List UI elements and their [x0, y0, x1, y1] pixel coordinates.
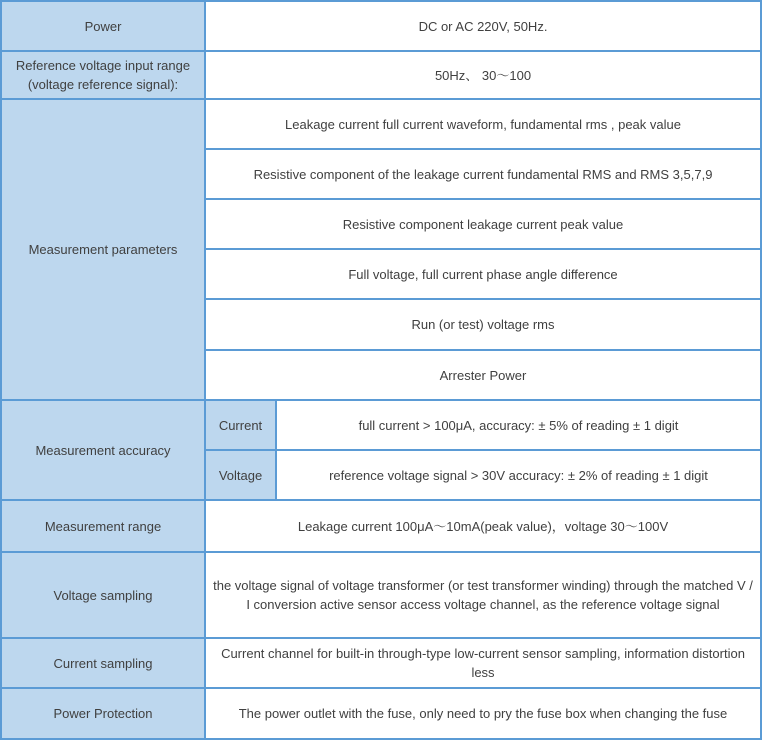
power-protection-value: The power outlet with the fuse, only need to pry the fuse box when changing the fuse [205, 688, 761, 739]
voltage-sampling-label: Voltage sampling [1, 552, 205, 638]
parameter-value-4: Full voltage, full current phase angle difference [205, 249, 761, 299]
power-protection-label: Power Protection [1, 688, 205, 739]
row-accuracy-current [1, 400, 761, 450]
parameter-value-3: Resistive component leakage current peak value [205, 199, 761, 249]
power-value: DC or AC 220V, 50Hz. [205, 1, 761, 51]
voltage-sampling-value: the voltage signal of voltage transformer (or test transformer winding) through the matched V / I conversion active sensor access voltage channel, as the reference voltage signal [205, 552, 761, 638]
row-voltage-sampling [1, 552, 761, 638]
row-current-sampling [1, 638, 761, 688]
parameter-value-5: Run (or test) voltage rms [205, 299, 761, 350]
reference-voltage-label: Reference voltage input range (voltage reference signal): [1, 51, 205, 99]
measurement-range-value: Leakage current 100μA～10mA(peak value)，voltage 30～100V [205, 500, 761, 552]
reference-voltage-value: 50Hz、 30～100 [205, 51, 761, 99]
row-power [1, 1, 761, 51]
row-power-protection [1, 688, 761, 739]
current-sampling-value: Current channel for built-in through-type low-current sensor sampling, information distortion less [205, 638, 761, 688]
measurement-range-label: Measurement range [1, 500, 205, 552]
accuracy-current-value: full current > 100μA, accuracy: ± 5% of reading ± 1 digit [276, 400, 761, 450]
parameter-value-6: Arrester Power [205, 350, 761, 400]
current-sampling-label: Current sampling [1, 638, 205, 688]
power-label: Power [1, 1, 205, 51]
accuracy-voltage-value: reference voltage signal > 30V accuracy: ± 2% of reading ± 1 digit [276, 450, 761, 500]
row-measurement-range [1, 500, 761, 552]
parameter-value-1: Leakage current full current waveform, fundamental rms , peak value [205, 99, 761, 149]
row-reference-voltage [1, 51, 761, 99]
measurement-accuracy-label: Measurement accuracy [1, 400, 205, 500]
measurement-parameters-label: Measurement parameters [1, 99, 205, 400]
parameter-value-2: Resistive component of the leakage current fundamental RMS and RMS 3,5,7,9 [205, 149, 761, 199]
row-parameter-1 [1, 99, 761, 149]
accuracy-voltage-sublabel: Voltage [205, 450, 276, 500]
accuracy-current-sublabel: Current [205, 400, 276, 450]
